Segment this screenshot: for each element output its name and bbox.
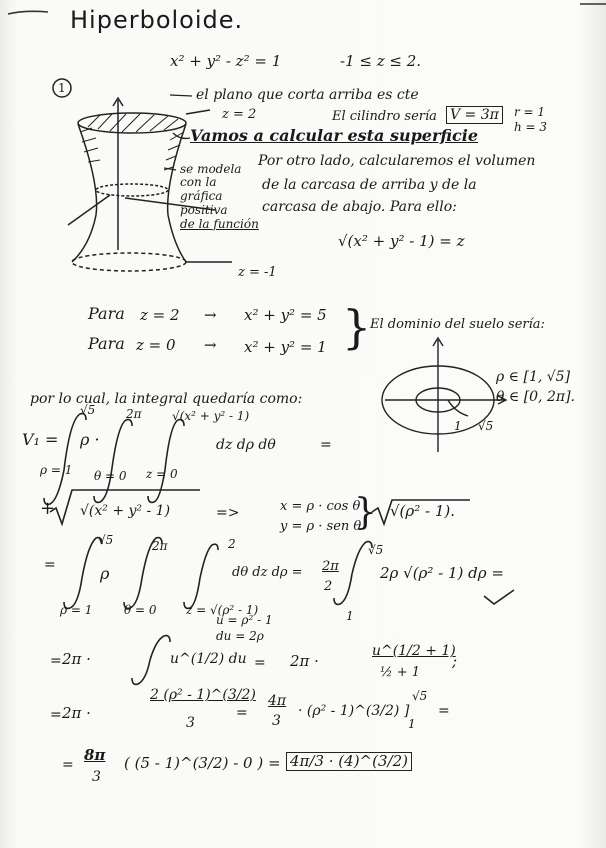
- step5-tail: · (ρ² - 1)^(3/2) ]: [298, 703, 410, 719]
- z-minus-1-label: z = -1: [238, 265, 277, 280]
- para-2-arrow: →: [204, 336, 217, 354]
- surface-label: Vamos a calcular esta superficie: [190, 126, 479, 145]
- polar-y: y = ρ · sen θ: [280, 519, 362, 534]
- polar-x: x = ρ · cos θ: [280, 499, 361, 514]
- root-equation: √(x² + y² - 1) = z: [338, 232, 465, 250]
- para-1-arrow: →: [204, 306, 217, 324]
- hyperboloid-equation: x² + y² - z² = 1: [170, 52, 282, 70]
- step3-frac-den: 2: [324, 579, 333, 594]
- z-2-label: z = 2: [222, 107, 257, 122]
- step5-lower: 1: [408, 717, 416, 731]
- v1-lhs: V₁ =: [22, 430, 59, 449]
- polar-expr: √(x² + y² - 1): [80, 503, 171, 519]
- brace-icon: }: [354, 492, 377, 533]
- step3-theta-lower: θ = 0: [124, 603, 157, 617]
- cylinder-r: r = 1: [514, 105, 546, 119]
- step4-frac-num: u^(1/2 + 1): [372, 643, 456, 659]
- v1-theta-upper: 2π: [126, 407, 142, 421]
- step3-rho-upper: √5: [98, 533, 114, 547]
- step4-end: ;: [452, 652, 458, 670]
- item-number: 1: [58, 81, 66, 95]
- check-mark-icon: [484, 590, 514, 604]
- step6-frac-num: 8π: [84, 746, 106, 764]
- side-label-4: positiva: [180, 203, 228, 217]
- step5-frac2-num: 4π: [268, 693, 287, 709]
- cylinder-text: El cilindro sería: [332, 109, 437, 124]
- cylinder-h: h = 3: [514, 120, 548, 134]
- paragraph-line-3: carcasa de abajo. Para ello:: [262, 199, 457, 215]
- side-label-5: de la función: [180, 217, 259, 231]
- step5-upper: √5: [412, 689, 428, 703]
- step4-integrand: u^(1/2) du: [170, 651, 247, 667]
- v1-theta-lower: θ = 0: [94, 469, 127, 483]
- side-label-2: con la: [180, 175, 217, 189]
- v1-z-upper: √(x² + y² - 1): [172, 409, 250, 423]
- step4-eq2: =: [254, 655, 266, 671]
- tick-sqrt5: √5: [478, 419, 494, 433]
- step5-coef: 2π ·: [62, 704, 91, 722]
- step4-frac-den: ½ + 1: [380, 665, 421, 680]
- v1-rho-upper: √5: [80, 403, 96, 417]
- step3-theta-upper: 2π: [152, 539, 168, 553]
- step6-frac-den: 3: [92, 769, 101, 785]
- step3-int-upper: √5: [368, 543, 384, 557]
- polar-prefix: +: [40, 498, 56, 519]
- integral-intro: por lo cual, la integral quedaría como:: [30, 391, 303, 407]
- v1-rho-lower: ρ = 1: [40, 463, 73, 477]
- para-1-cond: z = 2: [140, 306, 180, 324]
- step3-int-lower: 1: [346, 609, 354, 623]
- step6-expr: ( (5 - 1)^(3/2) - 0 ) =: [124, 754, 281, 772]
- step4-coef2: 2π ·: [290, 652, 319, 670]
- step4-eq: =: [50, 653, 62, 669]
- step3-rho-lower: ρ = 1: [60, 603, 93, 617]
- side-label-3: gráfica: [180, 189, 223, 203]
- sub-du: du = 2ρ: [216, 629, 264, 643]
- step5-frac2-den: 3: [272, 713, 281, 729]
- step3-z-upper: 2: [228, 537, 236, 551]
- v1-rho: ρ ·: [80, 430, 100, 449]
- step6-eq: =: [62, 757, 74, 773]
- sub-u: u = ρ² - 1: [216, 613, 273, 627]
- step3-diffs: dθ dz dρ =: [232, 565, 303, 580]
- paragraph-line-2: de la carcasa de arriba y de la: [262, 177, 477, 193]
- tick-1: 1: [454, 419, 462, 433]
- page-title: Hiperboloide.: [70, 6, 244, 34]
- step4-coef: 2π ·: [62, 650, 91, 668]
- step5-end: =: [438, 703, 450, 719]
- v1-z-lower: z = 0: [146, 467, 178, 481]
- step5-frac-den: 3: [186, 715, 195, 731]
- para-1-result: x² + y² = 5: [244, 306, 327, 324]
- para-1-label: Para: [88, 304, 125, 323]
- brace-icon: }: [342, 300, 372, 354]
- step5-eq: =: [50, 707, 62, 723]
- cylinder-volume: V = 3π: [446, 106, 503, 124]
- para-2-result: x² + y² = 1: [244, 338, 327, 356]
- paragraph-line-1: Por otro lado, calcularemos el volumen: [258, 153, 536, 169]
- v1-eq: =: [320, 437, 332, 453]
- step3-integrand: 2ρ √(ρ² - 1) dρ =: [380, 564, 504, 582]
- polar-result: √(ρ² - 1).: [390, 502, 456, 520]
- domain-text: El dominio del suelo sería:: [370, 317, 545, 332]
- z-range: -1 ≤ z ≤ 2.: [340, 52, 422, 70]
- theta-range: θ ∈ [0, 2π].: [496, 389, 575, 405]
- step3-eq: =: [44, 557, 56, 573]
- step3-z-lower: z = √(ρ² - 1): [186, 603, 259, 617]
- final-answer: 4π/3 · (4)^(3/2): [286, 752, 412, 771]
- side-label-1: se modela: [180, 162, 242, 176]
- rho-range: ρ ∈ [1, √5]: [496, 369, 571, 385]
- domain-disk-figure: [382, 338, 506, 452]
- top-plane-label: el plano que corta arriba es cte: [196, 87, 419, 103]
- step3-frac-num: 2π: [322, 559, 339, 574]
- polar-arrow: =>: [216, 505, 240, 521]
- step5-frac-num: 2 (ρ² - 1)^(3/2): [150, 687, 256, 703]
- step5-eq2: =: [236, 705, 248, 721]
- para-2-label: Para: [88, 334, 125, 353]
- step3-rho: ρ: [100, 564, 110, 583]
- para-2-cond: z = 0: [136, 336, 176, 354]
- v1-diffs: dz dρ dθ: [216, 437, 276, 453]
